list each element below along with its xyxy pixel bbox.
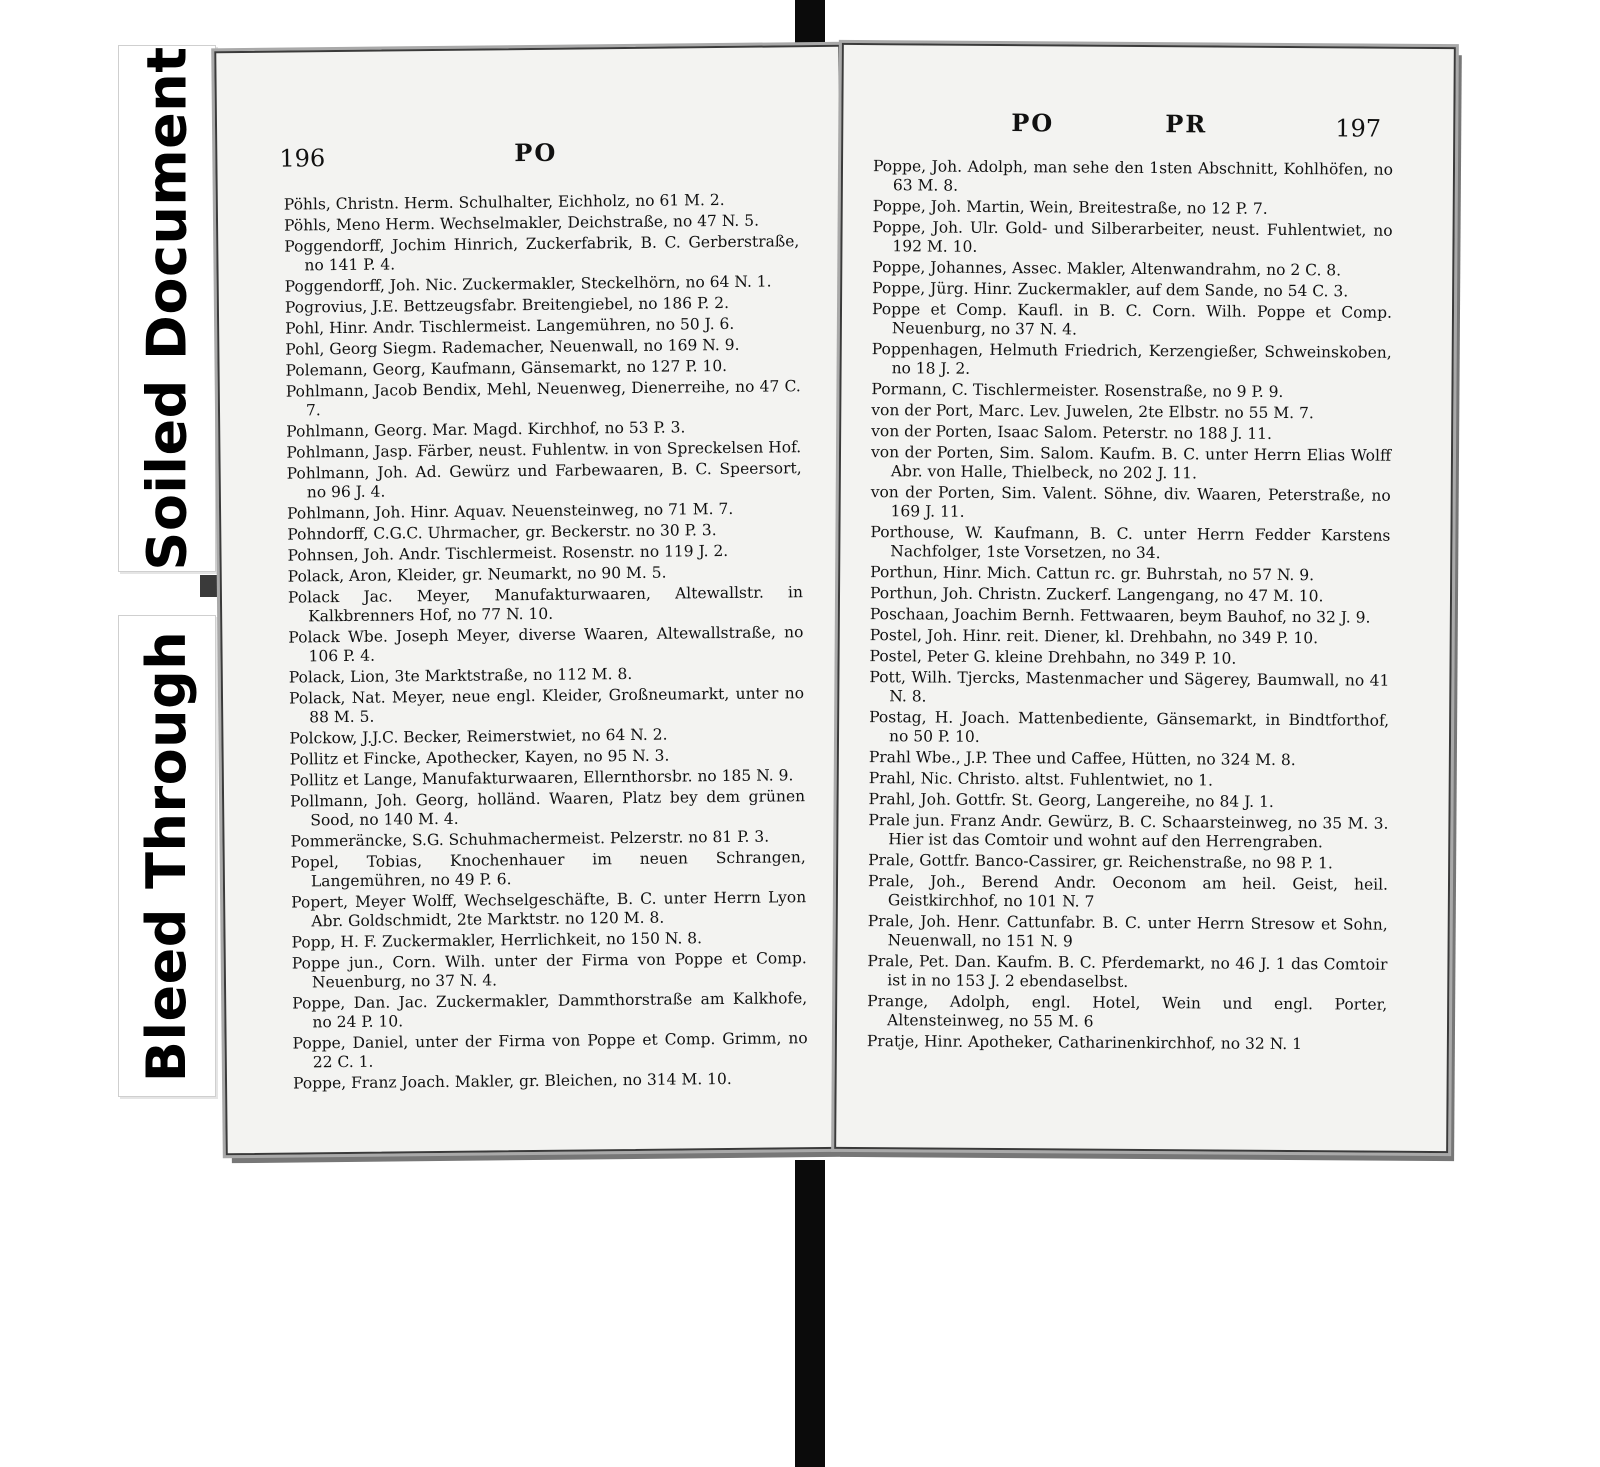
right-entry-list (867, 157, 1393, 1057)
directory-entry: Poppe, Daniel, unter der Firma von Poppe et Comp. Grimm, no 22 C. 1. (292, 1029, 808, 1072)
directory-entry: Polack Wbe. Joseph Meyer, diverse Waaren, Altewallstraße, no 106 P. 4. (288, 623, 804, 666)
directory-entry: Pohlmann, Jacob Bendix, Mehl, Neuenweg, Dienerreihe, no 47 C. 7. (285, 377, 801, 420)
directory-entry: Prange, Adolph, engl. Hotel, Wein und engl. Porter, Altensteinweg, no 55 M. 6 (867, 992, 1388, 1031)
directory-entry: Polack, Aron, Kleider, gr. Neumarkt, no 90 M. 5. (287, 563, 667, 586)
directory-entry: Polack Jac. Meyer, Manufakturwaaren, Altewallstr. in Kalkbrenners Hof, no 77 N. 10. (287, 583, 804, 626)
directory-entry: von der Port, Marc. Lev. Juwelen, 2te Elbstr. no 55 M. 7. (871, 401, 1314, 423)
directory-entry: Poggendorff, Jochim Hinrich, Zuckerfabrik, B. C. Gerberstraße, no 141 P. 4. (284, 232, 800, 275)
directory-entry: Pohlmann, Joh. Hinr. Aquav. Neuensteinweg, no 71 M. 7. (286, 499, 734, 523)
bleed-through-label (118, 615, 216, 1097)
directory-entry: Pöhls, Christn. Herm. Schulhalter, Eichholz, no 61 M. 2. (283, 190, 725, 214)
directory-entry: Porthun, Hinr. Mich. Cattun rc. gr. Buhrstah, no 57 N. 9. (870, 563, 1315, 585)
left-running-head: PO (514, 137, 558, 168)
directory-entry: von der Porten, Sim. Valent. Söhne, div. Waaren, Peterstraße, no 169 J. 11. (870, 483, 1391, 521)
directory-entry: Pohlmann, Jasp. Färber, neust. Fuhlentw. in von Spreckelsen Hof. (286, 438, 802, 462)
directory-entry: Pollitz et Lange, Manufakturwaaren, Ellernthorsbr. no 185 N. 9. (289, 766, 794, 790)
directory-entry: Prahl Wbe., J.P. Thee und Caffee, Hütten, no 324 M. 8. (868, 748, 1296, 770)
right-running-head-pr: PR (1165, 109, 1208, 139)
directory-entry: Pohlmann, Joh. Ad. Gewürz und Farbewaaren, B. C. Speersort, no 96 J. 4. (286, 459, 802, 502)
directory-entry: Poppe, Joh. Ulr. Gold- und Silberarbeiter, neust. Fuhlentwiet, no 192 M. 10. (872, 218, 1393, 256)
directory-entry: Pohl, Hinr. Andr. Tischlermeist. Langemühren, no 50 J. 6. (285, 314, 735, 338)
directory-entry: Prahl, Joh. Gottfr. St. Georg, Langereihe, no 84 J. 1. (868, 790, 1274, 811)
binding-strip-bottom (795, 1160, 825, 1467)
right-running-head-po: PO (1011, 108, 1055, 138)
directory-entry: Popert, Meyer Wolff, Wechselgeschäfte, B. C. unter Herrn Lyon Abr. Goldschmidt, 2te Marktstr. no 120 M. 8. (291, 888, 807, 931)
directory-entry: Pöhls, Meno Herm. Wechselmakler, Deichstraße, no 47 N. 5. (283, 211, 760, 235)
directory-entry: Poggendorff, Joh. Nic. Zuckermakler, Steckelhörn, no 64 N. 1. (284, 272, 772, 296)
directory-entry: Polack, Nat. Meyer, neue engl. Kleider, Großneumarkt, unter no 88 M. 5. (288, 684, 805, 727)
directory-entry: Poppe, Johannes, Assec. Makler, Altenwandrahm, no 2 C. 8. (872, 258, 1342, 280)
side-labels (118, 45, 216, 1095)
left-entry-list (284, 190, 808, 1095)
directory-entry: Poschaan, Joachim Bernh. Fettwaaren, beym Bauhof, no 32 J. 9. (869, 605, 1371, 627)
directory-entry: Pratje, Hinr. Apotheker, Catharinenkirchhof, no 32 N. 1 (866, 1032, 1303, 1054)
directory-entry: Poppe, Dan. Jac. Zuckermakler, Dammthorstraße am Kalkhofe, no 24 P. 10. (292, 989, 808, 1032)
bleed-through-text: Bleed Through (135, 630, 199, 1082)
directory-entry: Poppe jun., Corn. Wilh. unter der Firma von Poppe et Comp. Neuenburg, no 37 N. 4. (291, 949, 807, 992)
directory-entry: Prahl, Nic. Christo. altst. Fuhlentwiet, no 1. (868, 769, 1214, 790)
directory-entry: Poppe, Joh. Martin, Wein, Breitestraße, no 12 P. 7. (872, 197, 1268, 218)
directory-entry: Pohndorff, C.G.C. Uhrmacher, gr. Beckerstr. no 30 P. 3. (287, 521, 717, 544)
directory-entry: Prale, Joh. Henr. Cattunfabr. B. C. unter Herrn Stresow et Sohn, Neuenwall, no 151 N. 9 (867, 912, 1388, 951)
directory-entry: Pohlmann, Georg. Mar. Magd. Kirchhof, no 53 P. 3. (286, 418, 686, 441)
directory-entry: Poppenhagen, Helmuth Friedrich, Kerzengießer, Schweinskoben, no 18 J. 2. (871, 340, 1392, 378)
directory-entry: Postel, Joh. Hinr. reit. Diener, kl. Drehbahn, no 349 P. 10. (869, 626, 1319, 648)
directory-entry: Popp, H. F. Zuckermakler, Herrlichkeit, no 150 N. 8. (291, 929, 703, 952)
directory-entry: Prale, Pet. Dan. Kaufm. B. C. Pferdemarkt, no 46 J. 1 das Comtoir ist in no 153 J. 2 ebendaselbst. (867, 952, 1388, 991)
directory-entry: Prale, Joh., Berend Andr. Oeconom am heil. Geist, heil. Geistkirchhof, no 101 N. 7 (867, 872, 1389, 911)
directory-entry: Pohnsen, Joh. Andr. Tischlermeist. Rosenstr. no 119 J. 2. (287, 541, 729, 565)
directory-entry: Polack, Lion, 3te Marktstraße, no 112 M. 8. (288, 664, 633, 687)
directory-entry: Pollitz et Fincke, Apothecker, Kayen, no 95 N. 3. (289, 746, 670, 769)
left-page (214, 45, 852, 1155)
directory-entry: Polemann, Georg, Kaufmann, Gänsemarkt, no 127 P. 10. (285, 356, 728, 380)
directory-entry: Poppe, Joh. Adolph, man sehe den 1sten Abschnitt, Kohlhöfen, no 63 M. 8. (872, 157, 1394, 195)
right-page (834, 43, 1456, 1153)
directory-entry: Pott, Wilh. Tjercks, Mastenmacher und Sägerey, Baumwall, no 41 N. 8. (869, 668, 1390, 706)
directory-entry: von der Porten, Sim. Salom. Kaufm. B. C. unter Herrn Elias Wolff Abr. von Halle, Thielbeck, no 202 J. 11. (870, 443, 1392, 483)
directory-entry: Prale, Gottfr. Banco-Cassirer, gr. Reichenstraße, no 98 P. 1. (868, 851, 1333, 873)
directory-entry: Popel, Tobias, Knochenhauer im neuen Schrangen, Langemühren, no 49 P. 6. (290, 848, 806, 891)
directory-entry: Postag, H. Joach. Mattenbediente, Gänsemarkt, in Bindtforthof, no 50 P. 10. (869, 708, 1390, 746)
directory-entry: Porthouse, W. Kaufmann, B. C. unter Herrn Fedder Karstens Nachfolger, 1ste Vorsetzen, no 34. (870, 523, 1391, 563)
directory-entry: Postel, Peter G. kleine Drehbahn, no 349 P. 10. (869, 647, 1237, 668)
directory-entry: von der Porten, Isaac Salom. Peterstr. no 188 J. 11. (871, 422, 1273, 443)
directory-entry: Pogrovius, J.E. Bettzeugsfabr. Breitengiebel, no 186 P. 2. (284, 293, 730, 317)
directory-entry: Prale jun. Franz Andr. Gewürz, B. C. Schaarsteinweg, no 35 M. 3. Hier ist das Comtoir und wohnt auf den Herrengraben. (868, 811, 1389, 852)
directory-entry: Porthun, Joh. Christn. Zuckerf. Langengang, no 47 M. 10. (869, 584, 1324, 606)
left-page-number: 196 (279, 144, 326, 173)
soiled-document-text: Soiled Document (135, 46, 199, 571)
directory-entry: Poppe, Franz Joach. Makler, gr. Bleichen, no 314 M. 10. (292, 1069, 732, 1093)
directory-entry: Pormann, C. Tischlermeister. Rosenstraße, no 9 P. 9. (871, 380, 1284, 401)
directory-entry: Polckow, J.J.C. Becker, Reimerstwiet, no 64 N. 2. (289, 725, 668, 748)
directory-entry: Pollmann, Joh. Georg, holländ. Waaren, Platz bey dem grünen Sood, no 140 M. 4. (290, 787, 806, 830)
directory-entry: Pohl, Georg Siegm. Rademacher, Neuenwall, no 169 N. 9. (285, 335, 740, 359)
right-page-number: 197 (1335, 114, 1382, 143)
soiled-document-label (118, 45, 216, 572)
directory-entry: Poppe, Jürg. Hinr. Zuckermakler, auf dem Sande, no 54 C. 3. (872, 279, 1349, 301)
page-clip (200, 575, 218, 597)
directory-entry: Pommeräncke, S.G. Schuhmachermeist. Pelzerstr. no 81 P. 3. (290, 827, 770, 851)
directory-entry: Poppe et Comp. Kaufl. in B. C. Corn. Wilh. Poppe et Comp. Neuenburg, no 37 N. 4. (871, 300, 1393, 339)
